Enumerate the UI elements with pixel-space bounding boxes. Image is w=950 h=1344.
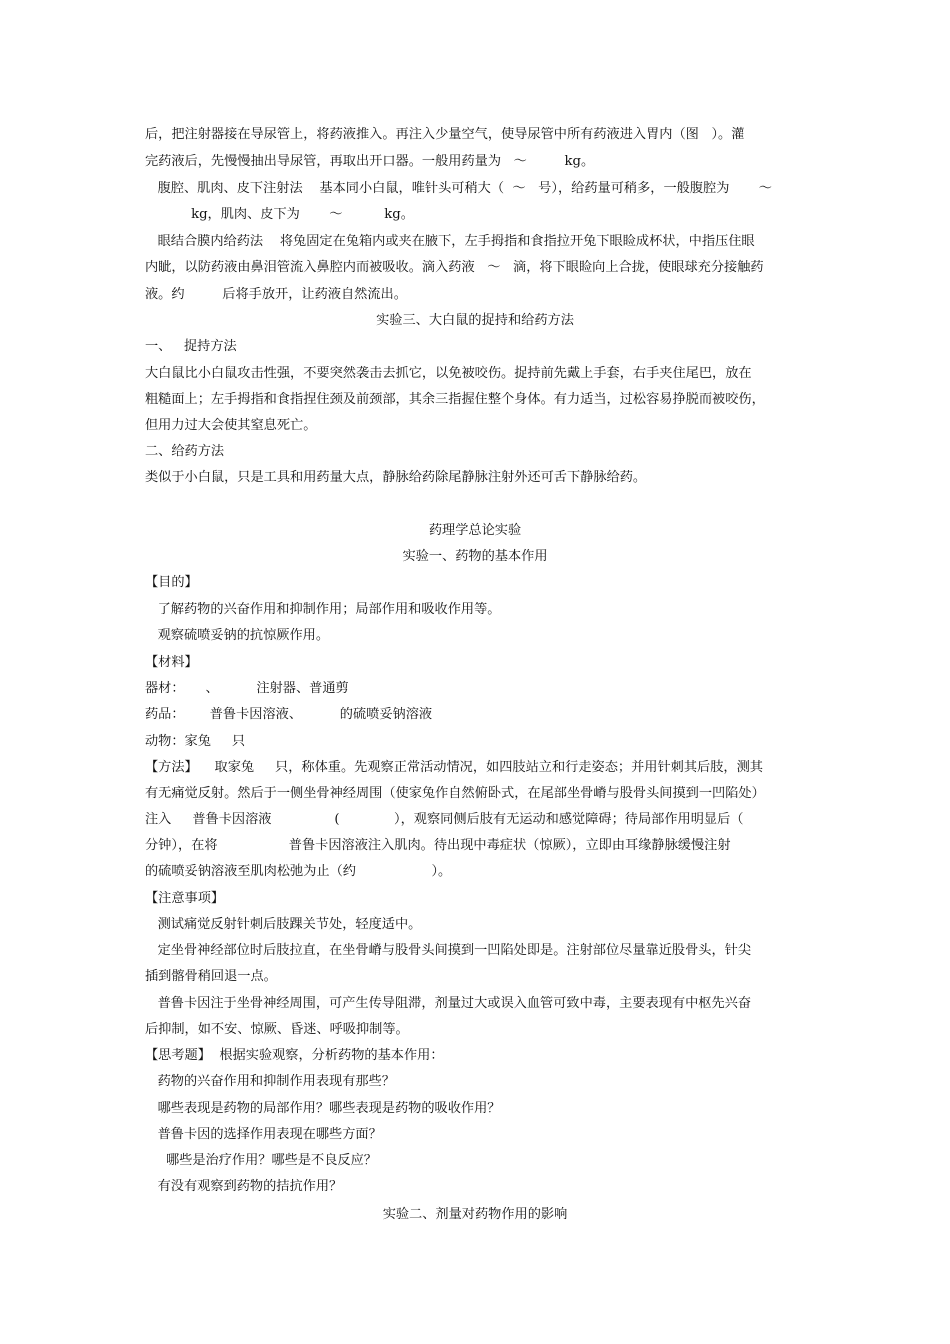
paragraph-line: 完药液后，先慢慢抽出导尿管，再取出开口器。一般用药量为 ～ kg。 <box>145 154 595 169</box>
paragraph-line: 注入 普鲁卡因溶液 ( ），观察同侧后肢有无运动和感觉障碍；待局部作用明显后（ <box>145 812 744 827</box>
bracket-heading: 【目的】 <box>145 575 198 590</box>
section-heading: 药理学总论实验 <box>428 523 522 538</box>
list-item: 哪些是治疗作用？哪些是不良反应？ <box>145 1153 377 1168</box>
paragraph-line: 插到髂骨稍回退一点。 <box>145 969 277 984</box>
paragraph-line: 的硫喷妥钠溶液至肌肉松弛为止（约 ）。 <box>145 864 452 879</box>
bracket-heading: 【注意事项】 <box>145 891 225 906</box>
subheading: 一、 捉持方法 <box>145 339 237 354</box>
paragraph-line: 内眦，以防药液由鼻泪管流入鼻腔内而被吸收。滴入药液 ～ 滴，将下眼睑向上合拢，使眼球充分接触药 <box>145 260 764 275</box>
list-item: 有没有观察到药物的拮抗作用？ <box>145 1179 343 1194</box>
bracket-heading: 【材料】 <box>145 655 198 670</box>
paragraph-line: 有无痛觉反射。然后于一侧坐骨神经周围（使家兔作自然俯卧式，在尾部坐骨嵴与股骨头间摸到一凹陷处） <box>145 786 765 801</box>
paragraph-line: 【方法】 取家兔 只，称体重。先观察正常活动情况，如四肢站立和行走姿态；并用针刺其后肢，测其 <box>145 760 763 775</box>
list-item: 哪些表现是药物的局部作用？哪些表现是药物的吸收作用？ <box>145 1101 501 1116</box>
paragraph-line: 液。约 后将手放开，让药液自然流出。 <box>145 287 407 302</box>
paragraph-line: 后抑制，如不安、惊厥、昏迷、呼吸抑制等。 <box>145 1022 409 1037</box>
paragraph-line: 腹腔、肌肉、皮下注射法 基本同小白鼠，唯针头可稍大（ ～ 号），给药量可稍多，一般腹腔为 ～ <box>145 181 772 196</box>
section-heading: 实验二、剂量对药物作用的影响 <box>382 1207 568 1222</box>
paragraph-line: 测试痛觉反射针刺后肢踝关节处，轻度适中。 <box>145 917 422 932</box>
list-item: 药物的兴奋作用和抑制作用表现有那些？ <box>145 1074 395 1089</box>
paragraph-line: 大白鼠比小白鼠攻击性强，不要突然袭击去抓它，以免被咬伤。捉持前先戴上手套，右手夹住尾巴，放在 <box>145 366 752 381</box>
paragraph-line: 药品： 普鲁卡因溶液、 的硫喷妥钠溶液 <box>145 707 433 722</box>
paragraph-line: 但用力过大会使其窒息死亡。 <box>145 418 317 433</box>
paragraph-line: 观察硫喷妥钠的抗惊厥作用。 <box>145 628 330 643</box>
list-item: 普鲁卡因的选择作用表现在哪些方面？ <box>145 1127 382 1142</box>
paragraph-line: 普鲁卡因注于坐骨神经周围，可产生传导阻滞，剂量过大或误入血管可致中毒，主要表现有中枢先兴奋 <box>145 996 752 1011</box>
subheading: 二、给药方法 <box>145 444 225 459</box>
section-heading: 实验一、药物的基本作用 <box>402 549 548 564</box>
paragraph-line: 眼结合膜内给药法 将兔固定在兔箱内或夹在腋下，左手拇指和食指拉开兔下眼睑成杯状，中指压住眼 <box>145 234 755 249</box>
paragraph-line: kg，肌肉、皮下为 ～ kg。 <box>145 207 414 222</box>
section-heading: 实验三、大白鼠的捉持和给药方法 <box>376 313 574 328</box>
paragraph-line: 器材： 、 注射器、普通剪 <box>145 681 349 696</box>
bracket-heading: 【思考题】 根据实验观察，分析药物的基本作用： <box>145 1048 444 1063</box>
paragraph-line: 粗糙面上；左手拇指和食指捏住颈及前颈部，其余三指握住整个身体。有力适当，过松容易挣脱而被咬伤， <box>145 392 765 407</box>
paragraph-line: 定坐骨神经部位时后肢拉直，在坐骨嵴与股骨头间摸到一凹陷处即是。注射部位尽量靠近股骨头，针尖 <box>145 943 752 958</box>
paragraph-line: 分钟），在将 普鲁卡因溶液注入肌肉。待出现中毒症状（惊厥），立即由耳缘静脉缓慢注射 <box>145 838 731 853</box>
paragraph-line: 了解药物的兴奋作用和抑制作用；局部作用和吸收作用等。 <box>145 602 501 617</box>
paragraph-line: 动物：家兔 只 <box>145 734 246 749</box>
paragraph-line: 类似于小白鼠，只是工具和用药量大点，静脉给药除尾静脉注射外还可舌下静脉给药。 <box>145 470 647 485</box>
paragraph-line: 后，把注射器接在导尿管上，将药液推入。再注入少量空气，使导尿管中所有药液进入胃内（图 ）。灌 <box>145 127 745 142</box>
